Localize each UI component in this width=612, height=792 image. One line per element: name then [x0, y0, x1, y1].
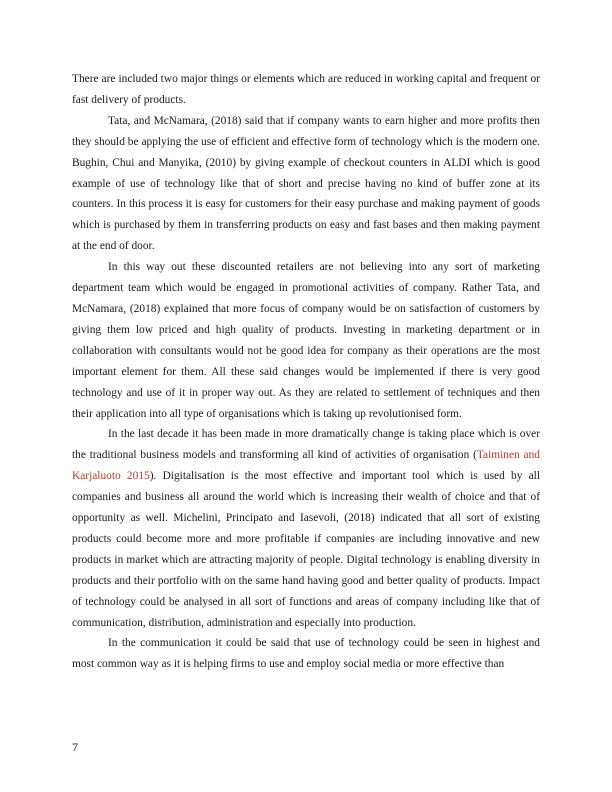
paragraph-4-before: In the last decade it has been made in more dramatically change is taking place which is over the traditional business models and transforming all kind of activities of organisation ( — [72, 428, 540, 462]
paragraph-5: In the communication it could be said that use of technology could be seen in highest and most common way as it is helping firms to use and employ social media or more effective than — [72, 637, 540, 671]
citation-link[interactable]: Taiminen and Karjaluoto 2015 — [72, 449, 540, 483]
paragraph-4 — [72, 424, 540, 633]
page-number: 7 — [72, 740, 78, 754]
paragraph-4-after: ). Digitalisation is the most effective and important tool which is used by all companies and business all around the world which is increasing their wealth of choice and that of opportunity as well. Michelini, Principato and Iasevoli, (2018) indicated that all sort of existing products could become more and more profitable if companies are including innovative and new products in market which are attracting majority of people. Digital technology is enabling diversity in products and their portfolio with on the same hand having good and better quality of products. Impact of technology could be analysed in all sort of functions and areas of company including like that of communication, distribution, administration and especially into production. — [72, 470, 540, 629]
paragraph-1: There are included two major things or elements which are reduced in working capital and frequent or fast delivery of products. — [72, 73, 540, 106]
paragraph-3: In this way out these discounted retailers are not believing into any sort of marketing department team which would be engaged in promotional activities of company. Rather Tata, and McNamara, (2018) explained that more focus of company would be on satisfaction of customers by giving them low priced and high quality of products. Investing in marketing department or in collaboration with consultants would not be good idea for company as their operations are the most important element for them. All these said changes would be implemented if there is very good technology and use of it in proper way out. As they are related to settlement of techniques and then their application into all type of organisations which is taking up revolutionised form. — [72, 261, 540, 420]
paragraph-2: Tata, and McNamara, (2018) said that if company wants to earn higher and more profits then they should be applying the use of efficient and effective form of technology which is the modern one. Bughin, Chui and Manyika, (2010) by giving example of checkout counters in ALDI which is good example of use of technology like that of short and precise having no kind of buffer zone at its counters. In this process it is easy for customers for their easy purchase and making payment of goods which is purchased by them in transferring products on easy and fast bases and then making payment at the end of door. — [72, 114, 540, 253]
body-text — [72, 69, 540, 675]
